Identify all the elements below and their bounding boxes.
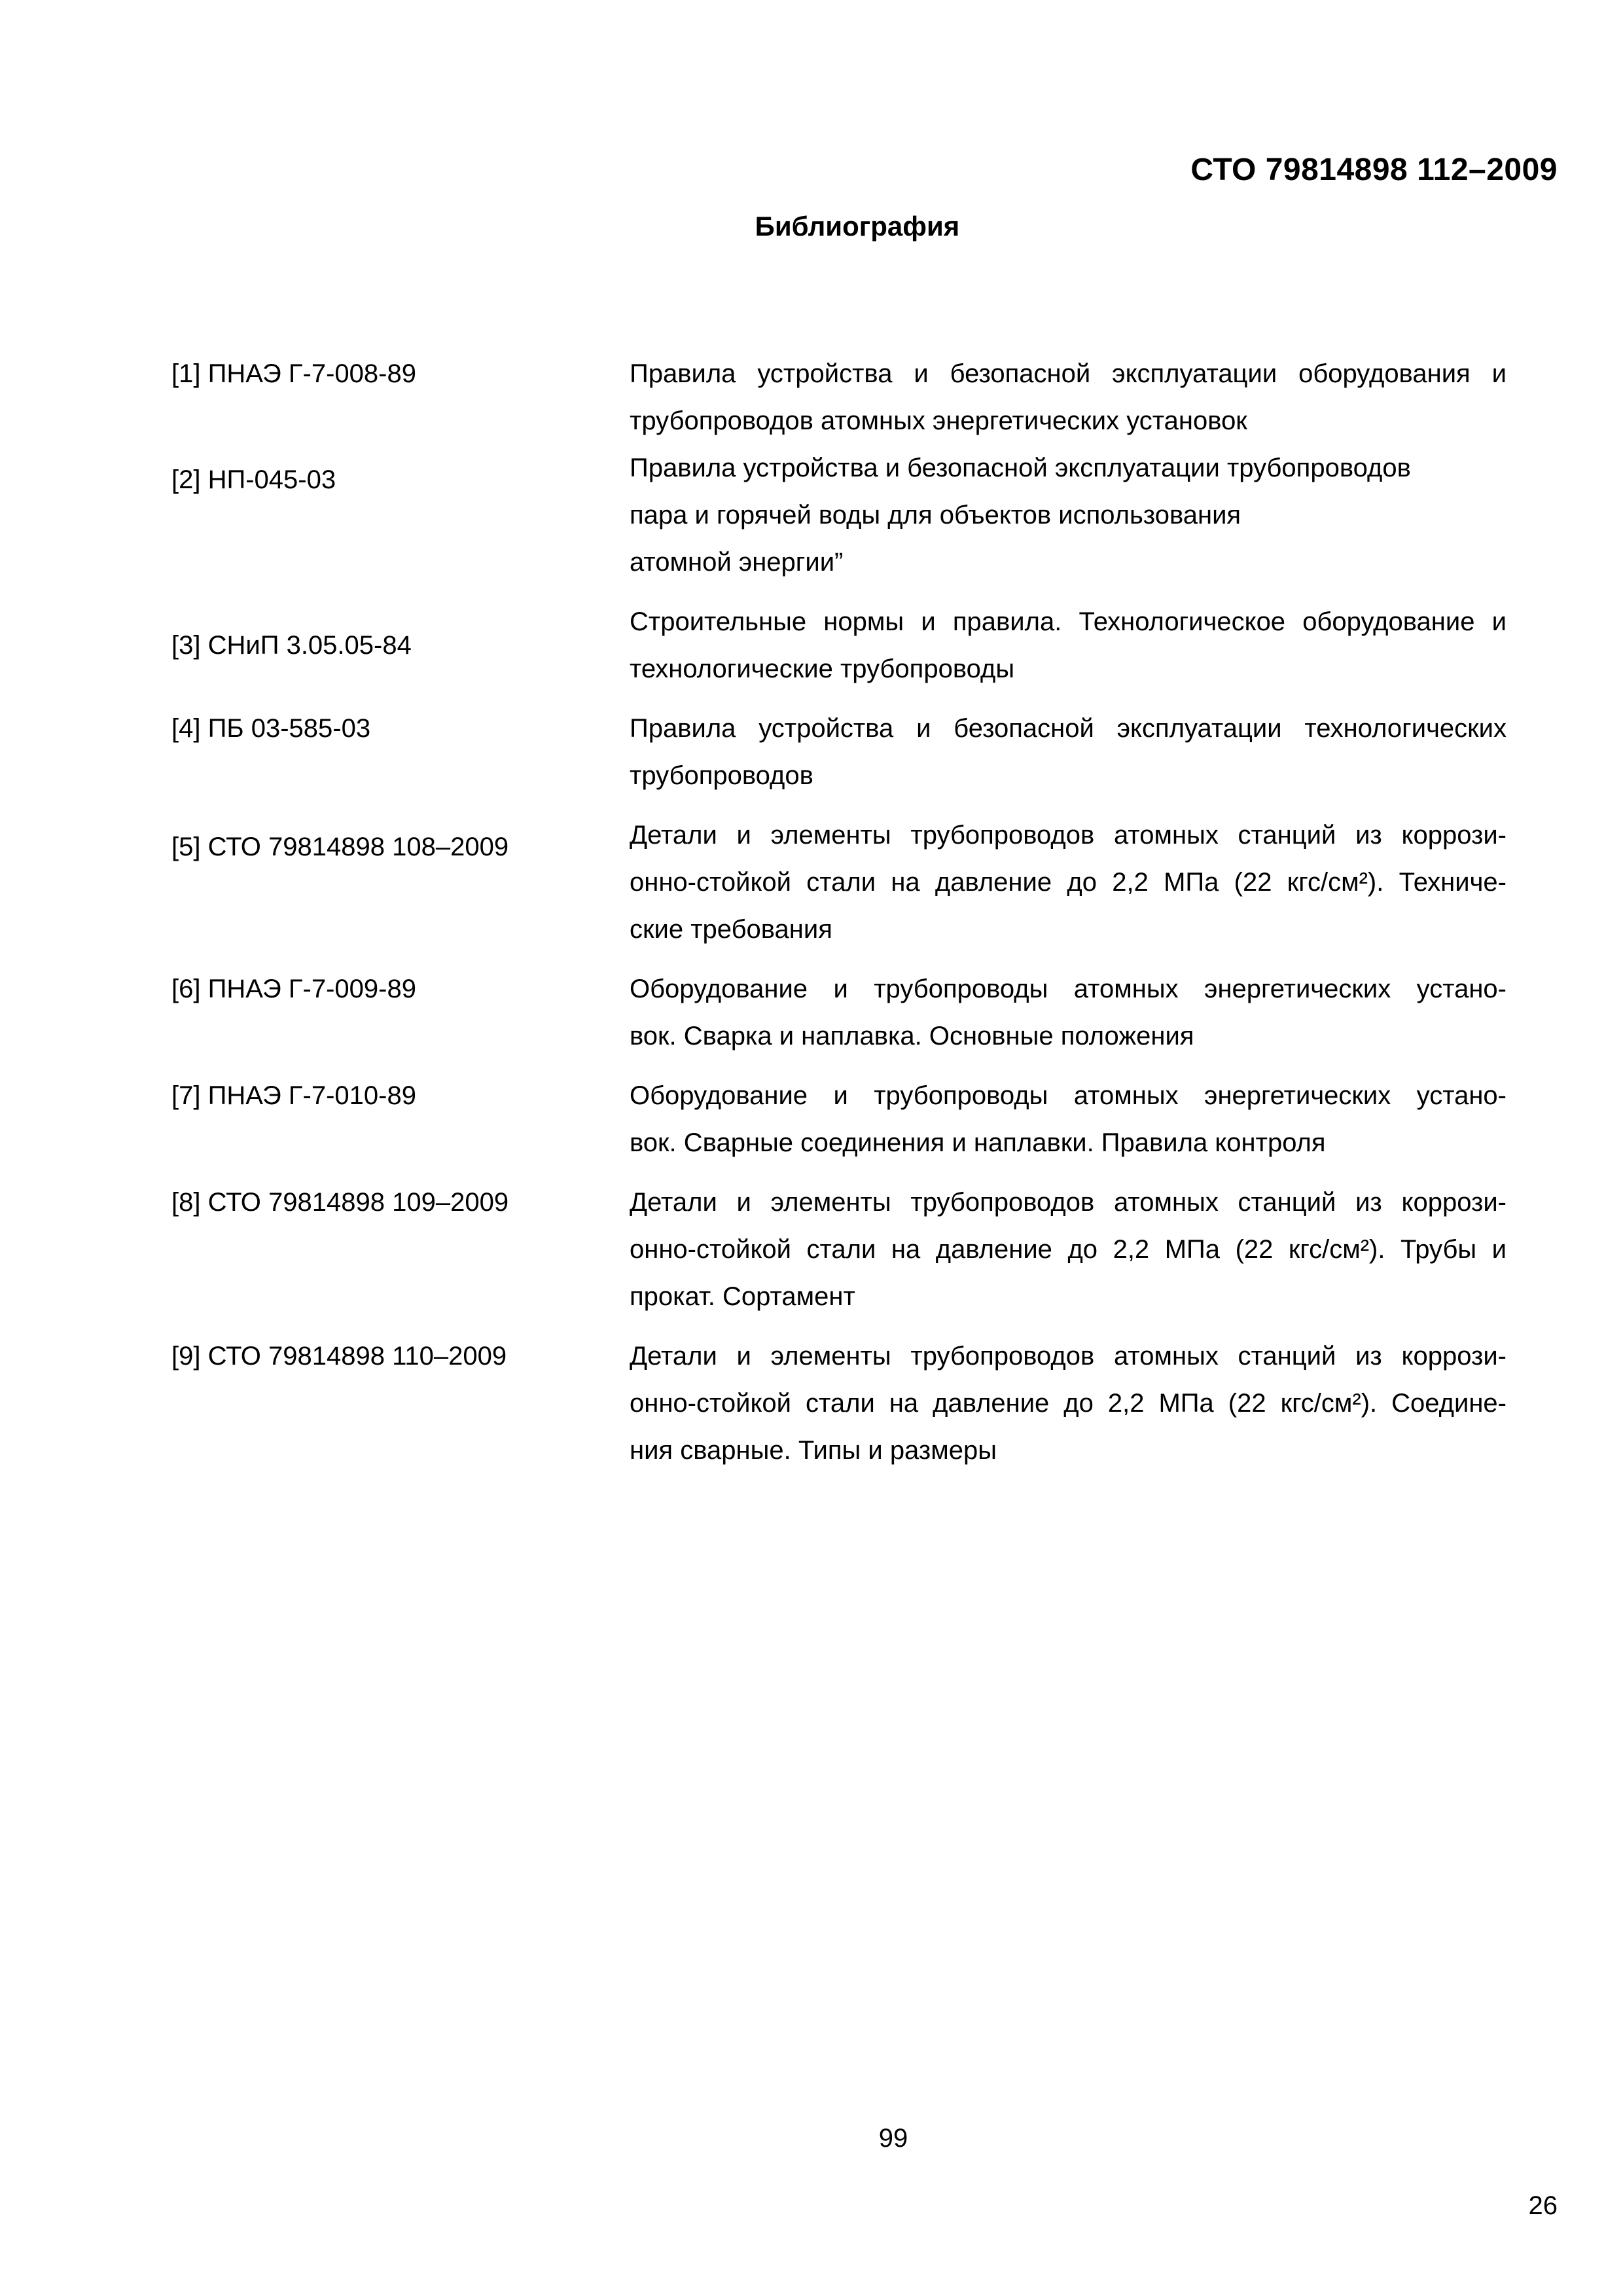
bibliography-entry bbox=[171, 1072, 1507, 1166]
description-line: атомной энергии” bbox=[630, 548, 844, 577]
description-line: вок. Сварные соединения и наплавки. Правила контроля bbox=[630, 1128, 1326, 1157]
description-line: Оборудование и трубопроводы атомных энергетических устано- bbox=[630, 975, 1507, 1003]
entry-description bbox=[630, 350, 1507, 444]
description-line: Правила устройства и безопасной эксплуатации технологических bbox=[630, 714, 1507, 743]
bibliography-entry bbox=[171, 444, 1507, 586]
description-line: онно-стойкой стали на давление до 2,2 МПа (22 кгс/см²). Трубы и bbox=[630, 1235, 1507, 1264]
entry-reference: [6] ПНАЭ Г-7-009-89 bbox=[171, 975, 416, 1003]
bibliography-entry bbox=[171, 705, 1507, 799]
document-code: СТО 79814898 112–2009 bbox=[1190, 152, 1558, 187]
entry-reference: [1] ПНАЭ Г-7-008-89 bbox=[171, 359, 416, 388]
bibliography-list bbox=[171, 350, 1507, 1474]
entry-description bbox=[630, 1072, 1507, 1166]
entry-reference: [8] СТО 79814898 109–2009 bbox=[171, 1188, 509, 1217]
bibliography-entry bbox=[171, 350, 1507, 444]
bibliography-entry bbox=[171, 598, 1507, 692]
entry-reference: [3] СНиП 3.05.05-84 bbox=[171, 631, 412, 660]
entry-reference: [5] СТО 79814898 108–2009 bbox=[171, 833, 509, 861]
page-number: 99 bbox=[878, 2124, 908, 2153]
description-line: Правила устройства и безопасной эксплуатации трубопроводов bbox=[630, 454, 1411, 482]
entry-reference: [9] СТО 79814898 110–2009 bbox=[171, 1342, 507, 1371]
entry-reference: [4] ПБ 03-585-03 bbox=[171, 714, 371, 743]
entry-description bbox=[630, 444, 1507, 586]
description-line: технологические трубопроводы bbox=[630, 655, 1015, 683]
entry-description bbox=[630, 1179, 1507, 1320]
bibliography-entry bbox=[171, 965, 1507, 1060]
entry-reference: [7] ПНАЭ Г-7-010-89 bbox=[171, 1081, 416, 1110]
description-line: трубопроводов bbox=[630, 761, 813, 790]
description-line: Детали и элементы трубопроводов атомных станций из коррози- bbox=[630, 821, 1507, 850]
description-line: Детали и элементы трубопроводов атомных станций из коррози- bbox=[630, 1342, 1507, 1371]
description-line: ния сварные. Типы и размеры bbox=[630, 1436, 997, 1465]
sheet-number: 26 bbox=[1528, 2191, 1558, 2220]
description-line: онно-стойкой стали на давление до 2,2 МПа (22 кгс/см²). Техниче- bbox=[630, 868, 1507, 897]
bibliography-entry bbox=[171, 1179, 1507, 1320]
entry-reference: [2] НП-045-03 bbox=[171, 465, 336, 494]
description-line: онно-стойкой стали на давление до 2,2 МПа (22 кгс/см²). Соедине- bbox=[630, 1389, 1507, 1418]
entry-description bbox=[630, 598, 1507, 692]
description-line: прокат. Сортамент bbox=[630, 1282, 855, 1311]
entry-description bbox=[630, 705, 1507, 799]
description-line: ские требования bbox=[630, 915, 832, 944]
description-line: трубопроводов атомных энергетических установок bbox=[630, 406, 1247, 435]
page-title: Библиография bbox=[755, 211, 960, 242]
description-line: Детали и элементы трубопроводов атомных станций из коррози- bbox=[630, 1188, 1507, 1217]
entry-description bbox=[630, 1333, 1507, 1474]
description-line: Оборудование и трубопроводы атомных энергетических устано- bbox=[630, 1081, 1507, 1110]
bibliography-entry bbox=[171, 812, 1507, 953]
description-line: Строительные нормы и правила. Технологическое оборудование и bbox=[630, 607, 1507, 636]
bibliography-entry bbox=[171, 1333, 1507, 1474]
description-line: вок. Сварка и наплавка. Основные положения bbox=[630, 1022, 1194, 1050]
entry-description bbox=[630, 812, 1507, 953]
description-line: пара и горячей воды для объектов использования bbox=[630, 501, 1241, 529]
entry-description bbox=[630, 965, 1507, 1060]
description-line: Правила устройства и безопасной эксплуатации оборудования и bbox=[630, 359, 1507, 388]
